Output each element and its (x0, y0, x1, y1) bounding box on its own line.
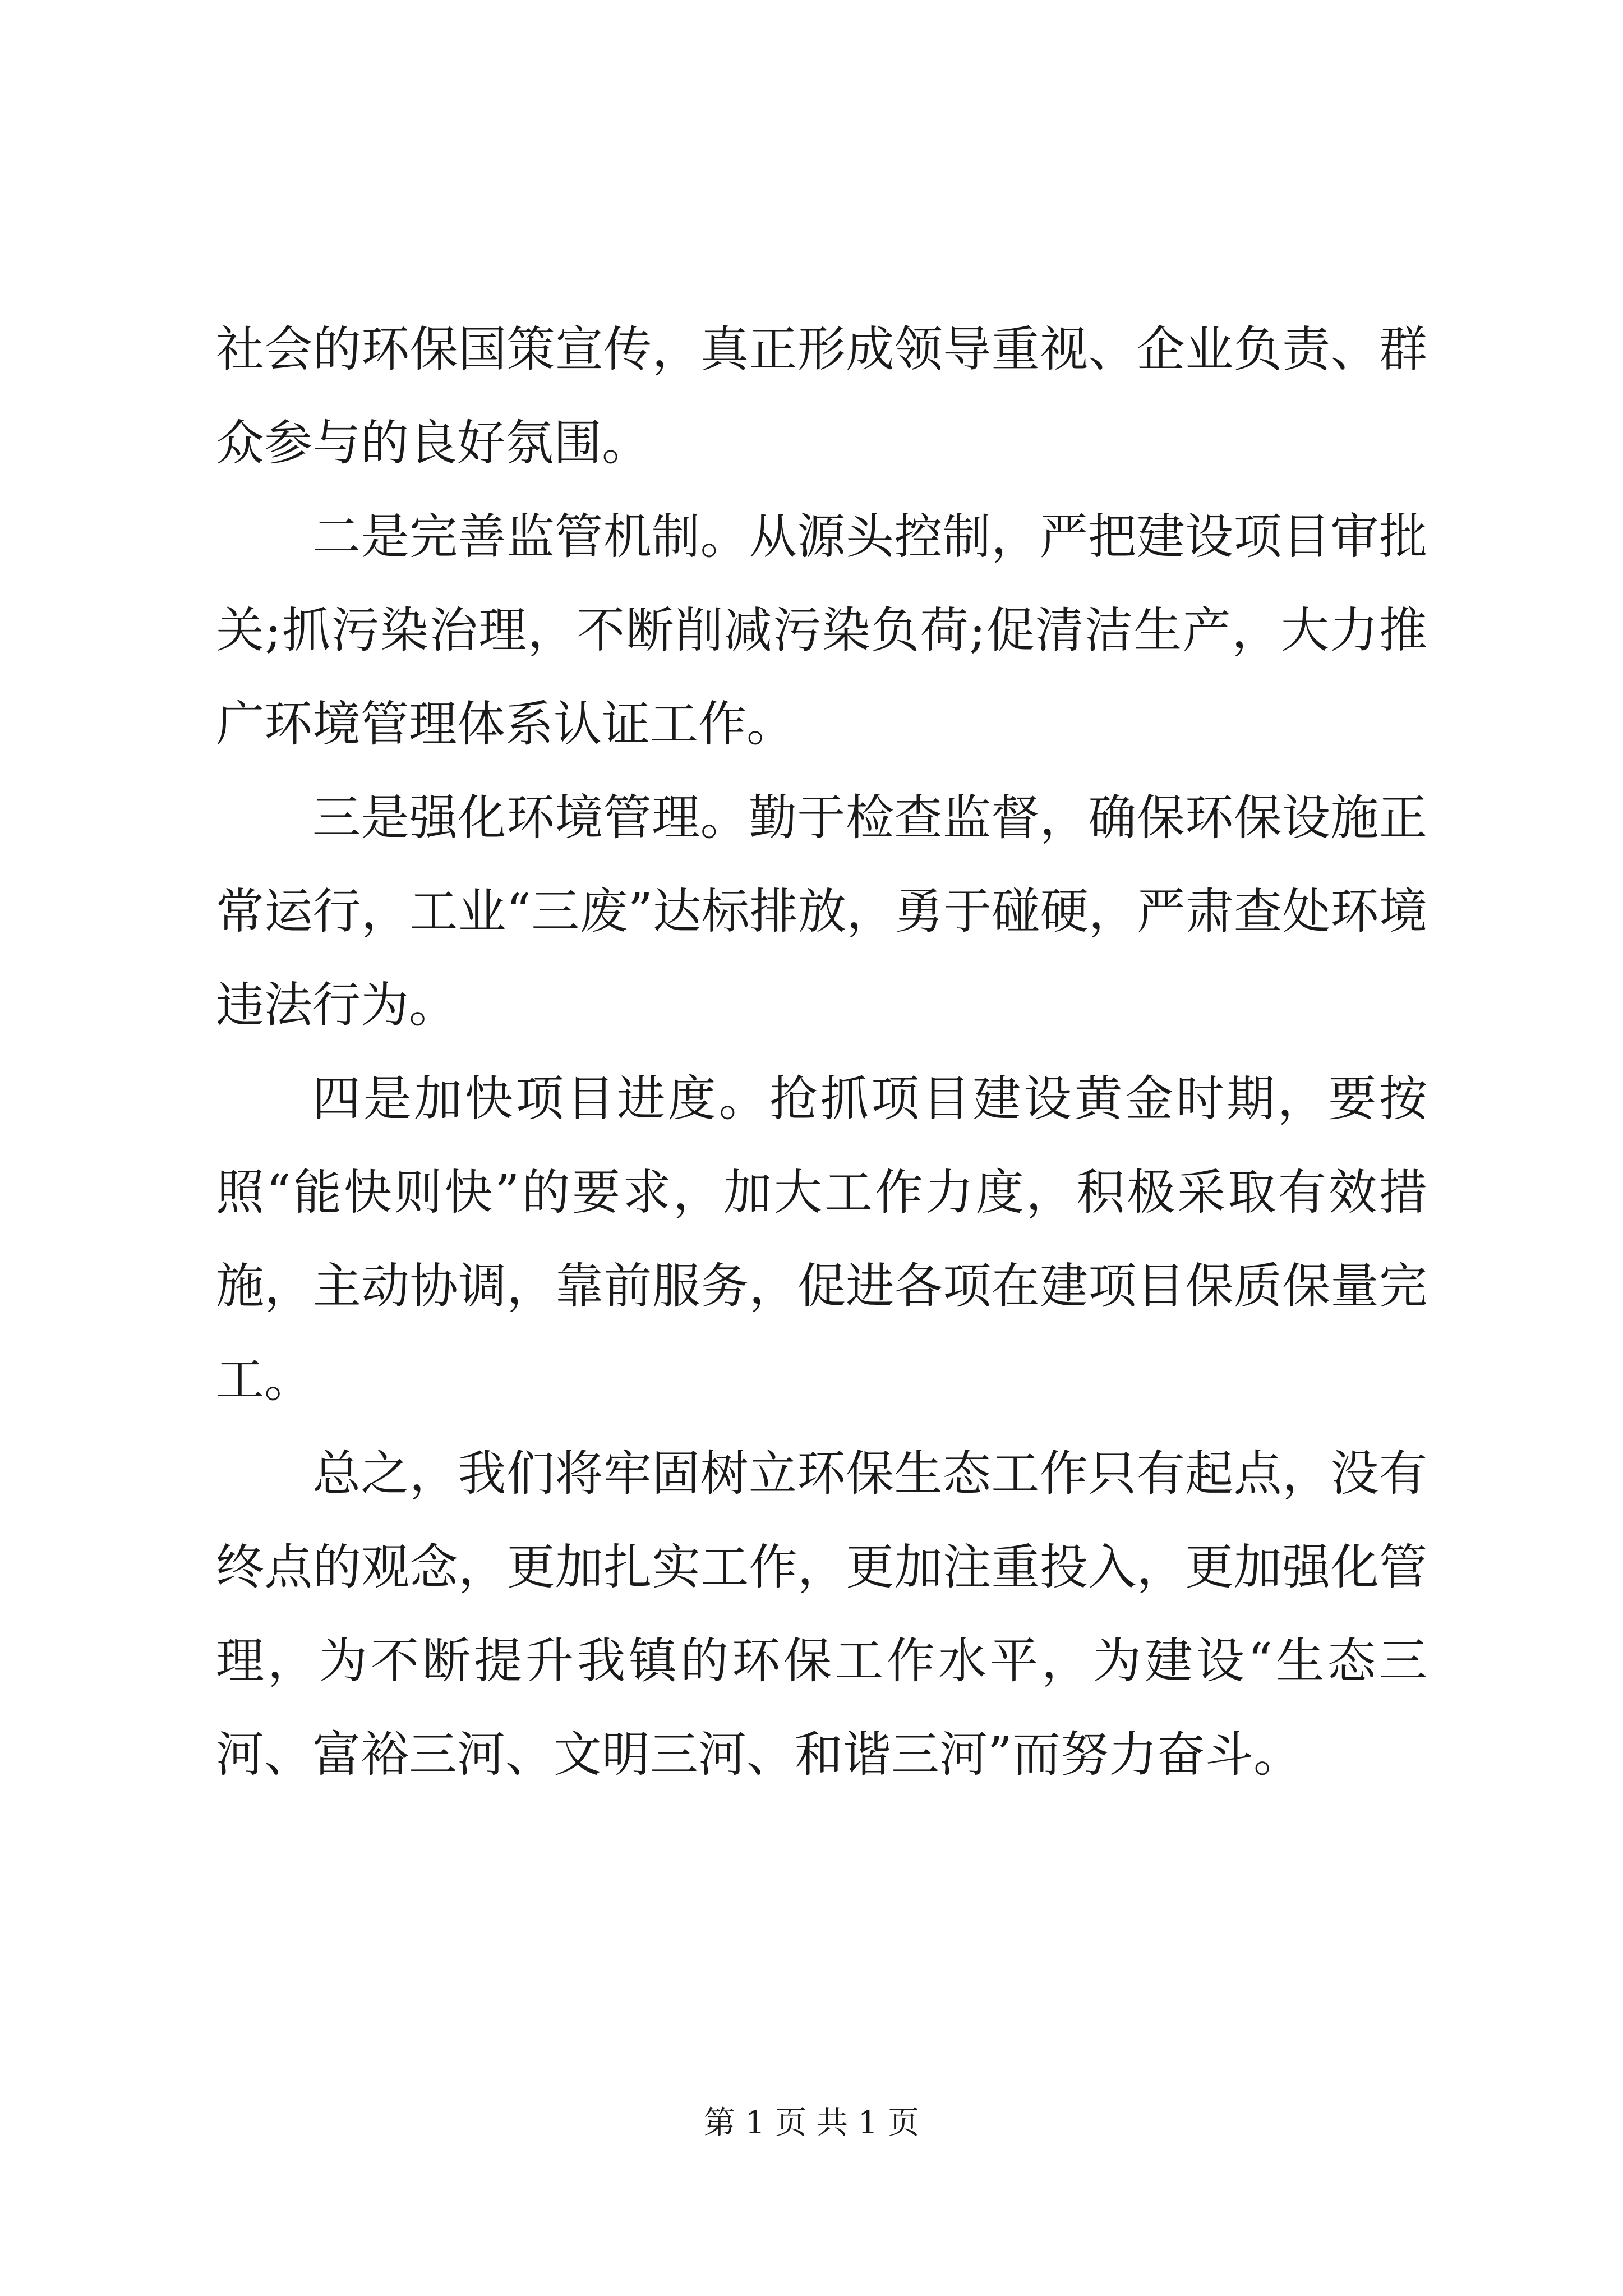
paragraph-2: 二是完善监管机制。从源头控制，严把建设项目审批关;抓污染治理，不断削减污染负荷;促清洁生产，大力推广环境管理体系认证工作。 (216, 509, 1427, 752)
paragraph-4: 四是加快项目进度。抢抓项目建设黄金时期，要按照“能快则快”的要求，加大工作力度，积极采取有效措施，主动协调，靠前服务，促进各项在建项目保质保量完工。 (216, 1071, 1427, 1408)
paragraph-3: 三是强化环境管理。勤于检查监督，确保环保设施正常运行，工业“三废”达标排放，勇于碰硬，严肃查处环境违法行为。 (216, 790, 1427, 1033)
paragraph-1: 社会的环保国策宣传，真正形成领导重视、企业负责、群众参与的良好氛围。 (216, 321, 1427, 471)
document-body (216, 303, 1427, 1802)
paragraph-5: 总之，我们将牢固树立环保生态工作只有起点，没有终点的观念，更加扎实工作，更加注重投入，更加强化管理，为不断提升我镇的环保工作水平，为建设“生态三河、富裕三河、文明三河、和谐三河”而努力奋斗。 (216, 1446, 1427, 1783)
page-number-footer: 第 1 页 共 1 页 (703, 2105, 920, 2141)
